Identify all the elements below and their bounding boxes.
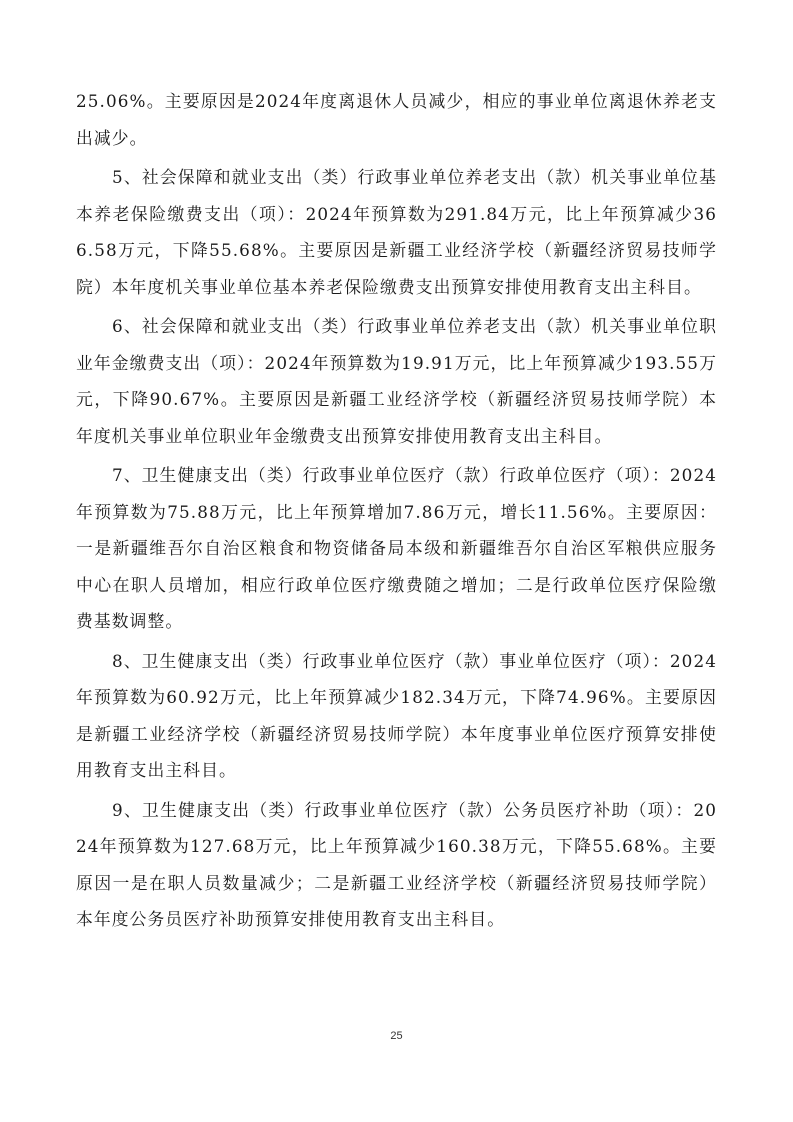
page-number: 25 <box>390 1030 403 1042</box>
paragraph-continuation: 25.06%。主要原因是2024年度离退休人员减少，相应的事业单位离退休养老支出减少。 <box>76 91 717 148</box>
paragraph-item-7: 7、卫生健康支出（类）行政事业单位医疗（款）行政单位医疗（项）：2024年预算数为75.88万元，比上年预算增加7.86万元，增长11.56%。主要原因：一是新疆维吾尔自治区粮食和物资储备局本级和新疆维吾尔自治区军粮供应服务中心在职人员增加，相应行政单位医疗缴费随之增加；二是行政单位医疗保险缴费基数调整。 <box>76 465 717 631</box>
paragraph-item-5: 5、社会保障和就业支出（类）行政事业单位养老支出（款）机关事业单位基本养老保险缴费支出（项）：2024年预算数为291.84万元，比上年预算减少366.58万元，下降55.68%。主要原因是新疆工业经济学校（新疆经济贸易技师学院）本年度机关事业单位基本养老保险缴费支出预算安排使用教育支出主科目。 <box>76 167 717 297</box>
document-body <box>76 83 717 941</box>
paragraph-item-6: 6、社会保障和就业支出（类）行政事业单位养老支出（款）机关事业单位职业年金缴费支出（项）：2024年预算数为19.91万元，比上年预算减少193.55万元，下降90.67%。主要原因是新疆工业经济学校（新疆经济贸易技师学院）本年度机关事业单位职业年金缴费支出预算安排使用教育支出主科目。 <box>76 316 717 446</box>
paragraph-item-9: 9、卫生健康支出（类）行政事业单位医疗（款）公务员医疗补助（项）：2024年预算数为127.68万元，比上年预算减少160.38万元，下降55.68%。主要原因一是在职人员数量减少；二是新疆工业经济学校（新疆经济贸易技师学院）本年度公务员医疗补助预算安排使用教育支出主科目。 <box>76 799 717 929</box>
paragraph-item-8: 8、卫生健康支出（类）行政事业单位医疗（款）事业单位医疗（项）：2024年预算数为60.92万元，比上年预算减少182.34万元，下降74.96%。主要原因是新疆工业经济学校（新疆经济贸易技师学院）本年度事业单位医疗预算安排使用教育支出主科目。 <box>76 650 717 780</box>
